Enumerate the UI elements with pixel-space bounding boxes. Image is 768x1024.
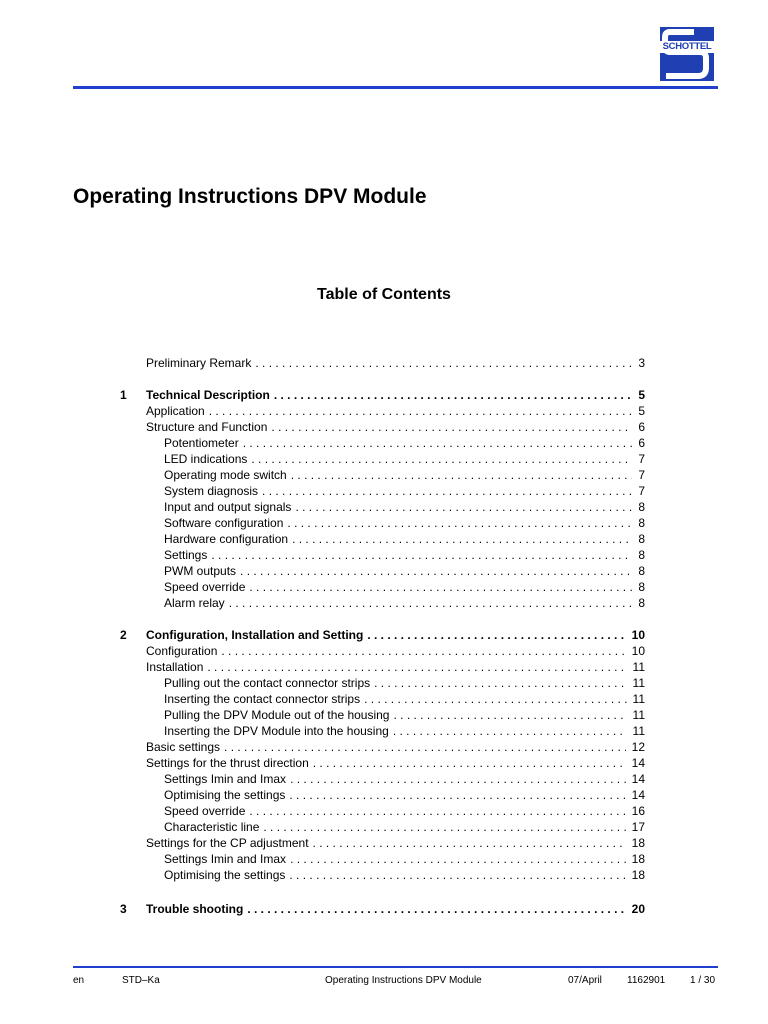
toc-entry-row — [120, 835, 645, 851]
toc-entry-page: 8 — [638, 596, 645, 610]
toc-entry-label: Settings for the thrust direction — [146, 756, 309, 770]
toc-entry-page: 5 — [638, 388, 645, 402]
toc-chapter-row — [120, 901, 645, 917]
toc-entry-page: 17 — [631, 820, 645, 834]
toc-dot-leader — [249, 803, 625, 819]
toc-dot-leader — [263, 819, 625, 835]
toc-dot-leader — [367, 627, 625, 643]
toc-entry-number: 3 — [120, 902, 127, 916]
toc-entry-page: 7 — [638, 452, 645, 466]
toc-dot-leader — [374, 675, 626, 691]
toc-entry-row — [120, 547, 645, 563]
toc-entry-label: Potentiometer — [164, 436, 239, 450]
toc-entry-label: Speed override — [164, 580, 246, 594]
footer-date: 07/April — [568, 975, 602, 986]
header-rule — [73, 86, 718, 89]
toc-entry-page: 8 — [638, 500, 645, 514]
footer-page-number: 1 / 30 — [690, 975, 716, 986]
toc-entry-page: 10 — [631, 628, 645, 642]
toc-entry-page: 14 — [631, 756, 645, 770]
toc-entry-row — [120, 515, 645, 531]
toc-dot-leader — [211, 547, 632, 563]
toc-entry-label: System diagnosis — [164, 484, 259, 498]
toc-dot-leader — [255, 355, 632, 371]
toc-entry-number: 1 — [120, 388, 127, 402]
toc-entry-label: Speed override — [164, 804, 246, 818]
toc-entry-page: 14 — [631, 788, 645, 802]
toc-entry-label: PWM outputs — [164, 564, 237, 578]
toc-entry-label: Alarm relay — [164, 596, 225, 610]
toc-entry-page: 18 — [631, 852, 645, 866]
toc-entry-page: 18 — [631, 868, 645, 882]
toc-dot-leader — [393, 723, 627, 739]
toc-chapter-row — [120, 627, 645, 643]
toc-dot-leader — [224, 739, 626, 755]
toc-entry-page: 18 — [631, 836, 645, 850]
toc-entry-label: Trouble shooting — [146, 902, 244, 916]
toc-entry-row — [120, 499, 645, 515]
toc-entry-label: Structure and Function — [146, 420, 268, 434]
toc-entry-page: 11 — [632, 660, 645, 674]
toc-entry-label: Software configuration — [164, 516, 284, 530]
toc-entry-row — [120, 755, 645, 771]
toc-entry-row — [120, 531, 645, 547]
toc-entry-row — [120, 851, 645, 867]
toc-entry-page: 6 — [638, 420, 645, 434]
toc-dot-leader — [289, 787, 625, 803]
toc-entry-row — [120, 787, 645, 803]
toc-dot-leader — [292, 531, 632, 547]
toc-entry-page: 14 — [631, 772, 645, 786]
toc-entry-label: Settings for the CP adjustment — [146, 836, 309, 850]
toc-dot-leader — [364, 691, 626, 707]
toc-entry-number: 2 — [120, 628, 127, 642]
document-title: Operating Instructions DPV Module — [73, 185, 427, 208]
toc-entry-label: Basic settings — [146, 740, 221, 754]
toc-entry-label: Hardware configuration — [164, 532, 289, 546]
toc-entry-row — [120, 771, 645, 787]
toc-dot-leader — [274, 387, 633, 403]
toc-entry-row — [120, 675, 645, 691]
toc-entry-page: 16 — [631, 804, 645, 818]
toc-dot-leader — [271, 419, 632, 435]
footer-author: STD–Ka — [122, 975, 160, 986]
toc-entry-label: Configuration, Installation and Setting — [146, 628, 364, 642]
toc-entry-page: 8 — [638, 516, 645, 530]
toc-entry-row — [120, 435, 645, 451]
toc-entry-page: 3 — [638, 356, 645, 370]
toc-entry-row — [120, 451, 645, 467]
toc-entry-page: 8 — [638, 548, 645, 562]
toc-entry-label: Inserting the DPV Module into the housing — [164, 724, 389, 738]
toc-entry-label: Technical Description — [146, 388, 270, 402]
logo-text: SCHOTTEL — [660, 41, 714, 53]
toc-entry-label: Optimising the settings — [164, 788, 286, 802]
toc-entry-label: Installation — [146, 660, 204, 674]
toc-dot-leader — [290, 851, 626, 867]
toc-entry-row — [120, 707, 645, 723]
toc-dot-leader — [221, 643, 625, 659]
toc-dot-leader — [249, 579, 632, 595]
toc-entry-page: 8 — [638, 564, 645, 578]
toc-dot-leader — [229, 595, 633, 611]
toc-entry-row — [120, 819, 645, 835]
toc-entry-row — [120, 467, 645, 483]
toc-dot-leader — [291, 467, 633, 483]
toc-entry-label: Settings Imin and Imax — [164, 852, 287, 866]
toc-entry-label: LED indications — [164, 452, 248, 466]
toc-entry-label: Settings Imin and Imax — [164, 772, 287, 786]
footer-doc-number: 1162901 — [627, 975, 666, 986]
toc-entry-label: Pulling the DPV Module out of the housing — [164, 708, 390, 722]
toc-entry-label: Inserting the contact connector strips — [164, 692, 361, 706]
toc-dot-leader — [313, 835, 626, 851]
toc-entry-page: 11 — [632, 676, 645, 690]
schottel-logo — [660, 27, 714, 81]
toc-entry-page: 11 — [632, 692, 645, 706]
toc-entry-label: Preliminary Remark — [146, 356, 252, 370]
toc-entry-page: 7 — [638, 468, 645, 482]
toc-entry-label: Settings — [164, 548, 208, 562]
toc-entry-row — [120, 691, 645, 707]
toc-entry-page: 10 — [631, 644, 645, 658]
toc-entry-page: 12 — [631, 740, 645, 754]
toc-dot-leader — [209, 403, 633, 419]
toc-entry-page: 11 — [632, 724, 645, 738]
toc-entry-page: 20 — [631, 902, 645, 916]
toc-entry-label: Input and output signals — [164, 500, 292, 514]
toc-entry-row — [120, 803, 645, 819]
toc-dot-leader — [295, 499, 632, 515]
toc-entry-row — [120, 643, 645, 659]
toc-entry-label: Characteristic line — [164, 820, 260, 834]
toc-entry-label: Pulling out the contact connector strips — [164, 676, 371, 690]
logo-mark-icon — [660, 27, 714, 81]
toc-entry-label: Application — [146, 404, 205, 418]
toc-dot-leader — [290, 771, 626, 787]
toc-dot-leader — [287, 515, 632, 531]
toc-entry-page: 5 — [638, 404, 645, 418]
toc-dot-leader — [393, 707, 626, 723]
toc-entry-label: Configuration — [146, 644, 218, 658]
toc-entry-row — [120, 563, 645, 579]
toc-dot-leader — [313, 755, 626, 771]
toc-entry-page: 11 — [632, 708, 645, 722]
toc-dot-leader — [243, 435, 633, 451]
toc-dot-leader — [240, 563, 632, 579]
toc-chapter-row — [120, 387, 645, 403]
toc-dot-leader — [207, 659, 626, 675]
toc-dot-leader — [262, 483, 632, 499]
toc-dot-leader — [251, 451, 632, 467]
toc-entry-row — [120, 723, 645, 739]
toc-dot-leader — [247, 901, 625, 917]
toc-entry-label: Operating mode switch — [164, 468, 287, 482]
toc-entry-row — [120, 419, 645, 435]
toc-dot-leader — [289, 867, 625, 883]
toc-entry-label: Optimising the settings — [164, 868, 286, 882]
footer-language: en — [73, 975, 85, 986]
toc-entry-page: 8 — [638, 580, 645, 594]
toc-entry-page: 8 — [638, 532, 645, 546]
toc-entry-row — [120, 579, 645, 595]
footer-doc-title: Operating Instructions DPV Module — [325, 975, 482, 986]
toc-entry-row — [120, 867, 645, 883]
toc-entry-page: 6 — [638, 436, 645, 450]
toc-heading: Table of Contents — [317, 286, 451, 303]
toc-entry-page: 7 — [638, 484, 645, 498]
toc-entry-row — [120, 659, 645, 675]
toc-entry-row — [120, 595, 645, 611]
footer-rule — [73, 966, 718, 968]
toc-entry-row — [120, 403, 645, 419]
toc-entry-row — [120, 355, 645, 371]
toc-entry-row — [120, 739, 645, 755]
toc-entry-row — [120, 483, 645, 499]
